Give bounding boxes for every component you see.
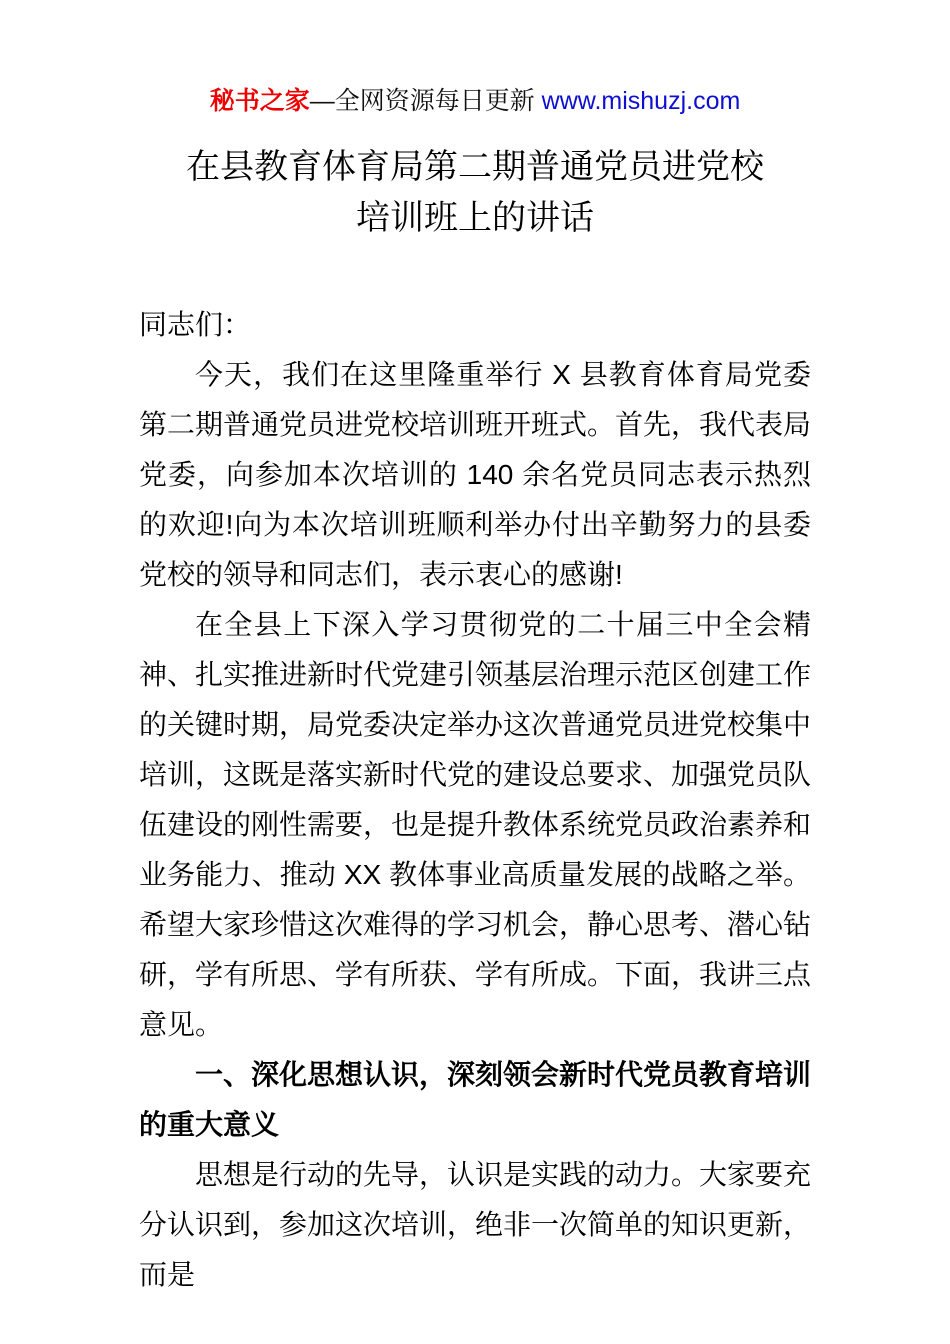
document-title — [0, 142, 950, 244]
body-paragraph-3: 思想是行动的先导，认识是实践的动力。大家要充分认识到，参加这次培训，绝非一次简单的知识更新，而是 — [139, 1159, 812, 1290]
site-banner — [0, 84, 950, 118]
body-paragraph-1: 今天，我们在这里隆重举行 X 县教育体育局党委第二期普通党员进党校培训班开班式。首先，我代表局党委，向参加本次培训的 140 余名党员同志表示热烈的欢迎!向为本次培训班顺利举办付出辛勤努力的县委党校的领导和同志们，表示衷心的感谢! — [139, 359, 812, 590]
section-heading: 一、深化思想认识，深刻领会新时代党员教育培训的重大意义 — [139, 1059, 812, 1140]
site-tagline: —全网资源每日更新 — [309, 87, 542, 115]
site-name: 秘书之家 — [209, 87, 310, 115]
body-paragraph-2: 在全县上下深入学习贯彻党的二十届三中全会精神、扎实推进新时代党建引领基层治理示范区创建工作的关键时期，局党委决定举办这次普通党员进党校集中培训，这既是落实新时代党的建设总要求、加强党员队伍建设的刚性需要，也是提升教体系统党员政治素养和业务能力、推动 XX 教体事业高质量发展的战略之举。希望大家珍惜这次难得的学习机会，静心思考、潜心钻研，学有所思、学有所获、学有所成。下面，我讲三点意见。 — [139, 609, 812, 1040]
title-line-1: 在县教育体育局第二期普通党员进党校 — [186, 148, 764, 186]
site-url-link[interactable]: www.mishuzj.com — [541, 87, 741, 115]
title-line-2: 培训班上的讲话 — [356, 199, 594, 237]
document-body — [139, 300, 811, 1300]
salutation-line: 同志们： — [139, 309, 252, 340]
